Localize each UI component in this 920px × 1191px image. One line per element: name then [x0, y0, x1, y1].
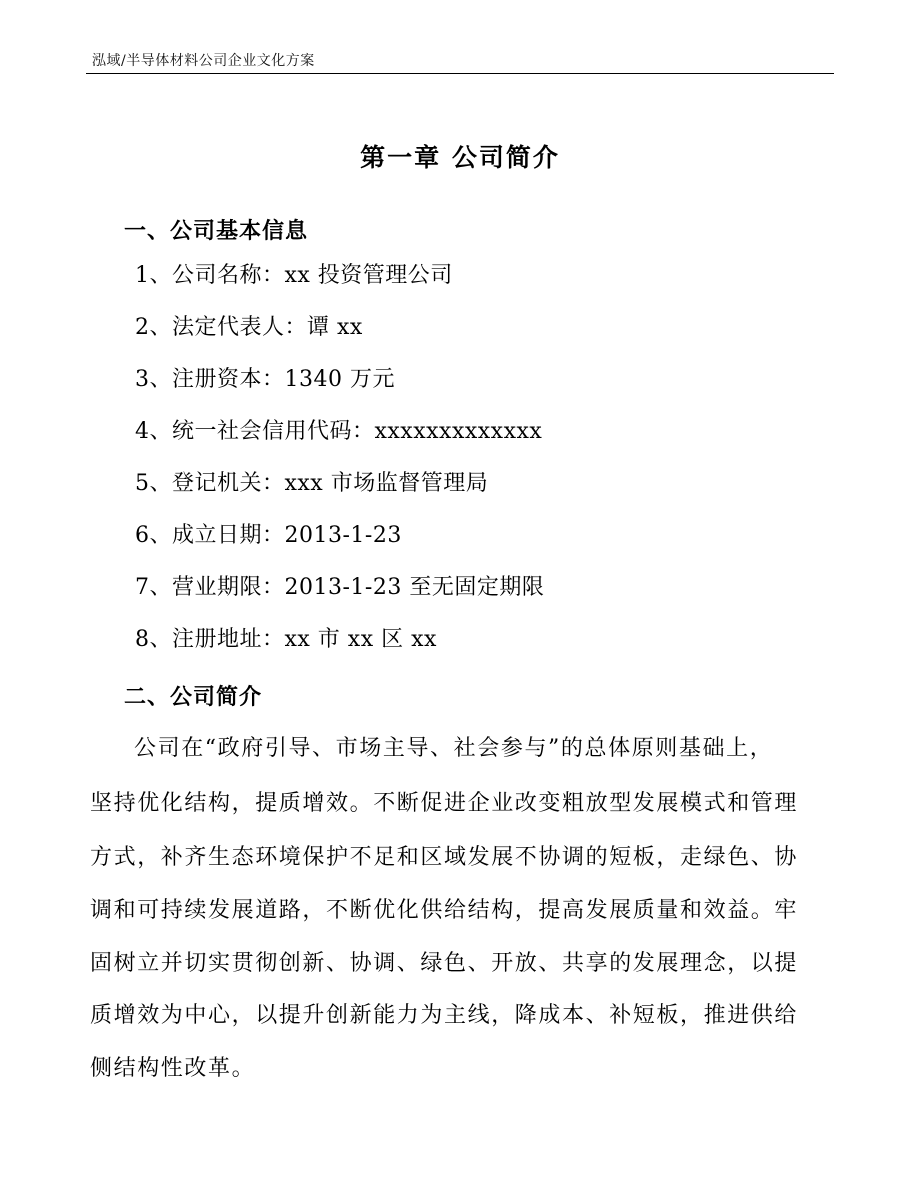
info-item-registered-capital: 3、注册资本：1340 万元 — [135, 367, 395, 392]
paragraph-line: 侧结构性改革。 — [90, 1056, 256, 1081]
paragraph-line: 质增效为中心，以提升创新能力为主线，降成本、补短板，推进供给 — [90, 1003, 799, 1028]
chapter-title: 第一章 公司简介 — [360, 143, 560, 172]
paragraph-line: 固树立并切实贯彻创新、协调、绿色、开放、共享的发展理念，以提 — [90, 951, 799, 976]
paragraph-line: 方式，补齐生态环境保护不足和区域发展不协调的短板，走绿色、协 — [90, 845, 799, 870]
paragraph-line: 公司在“政府引导、市场主导、社会参与”的总体原则基础上， — [134, 736, 774, 761]
section-heading-basic-info: 一、公司基本信息 — [124, 218, 309, 244]
paragraph-line: 坚持优化结构，提质增效。不断促进企业改变粗放型发展模式和管理 — [90, 791, 799, 816]
info-item-registration-authority: 5、登记机关：xxx 市场监督管理局 — [135, 471, 489, 496]
info-item-registered-address: 8、注册地址：xx 市 xx 区 xx — [135, 627, 437, 652]
info-item-legal-representative: 2、法定代表人：谭 xx — [135, 315, 363, 340]
info-item-credit-code: 4、统一社会信用代码：xxxxxxxxxxxxx — [135, 419, 543, 444]
paragraph-line: 调和可持续发展道路，不断优化供给结构，提高发展质量和效益。牢 — [90, 898, 799, 923]
info-item-company-name: 1、公司名称：xx 投资管理公司 — [135, 263, 453, 288]
info-item-business-term: 7、营业期限：2013-1-23 至无固定期限 — [135, 575, 545, 600]
header-title: 泓域/半导体材料公司企业文化方案 — [92, 53, 315, 69]
info-item-founding-date: 6、成立日期：2013-1-23 — [135, 523, 402, 548]
header-divider — [86, 73, 834, 74]
section-heading-company-profile: 二、公司简介 — [124, 684, 263, 710]
